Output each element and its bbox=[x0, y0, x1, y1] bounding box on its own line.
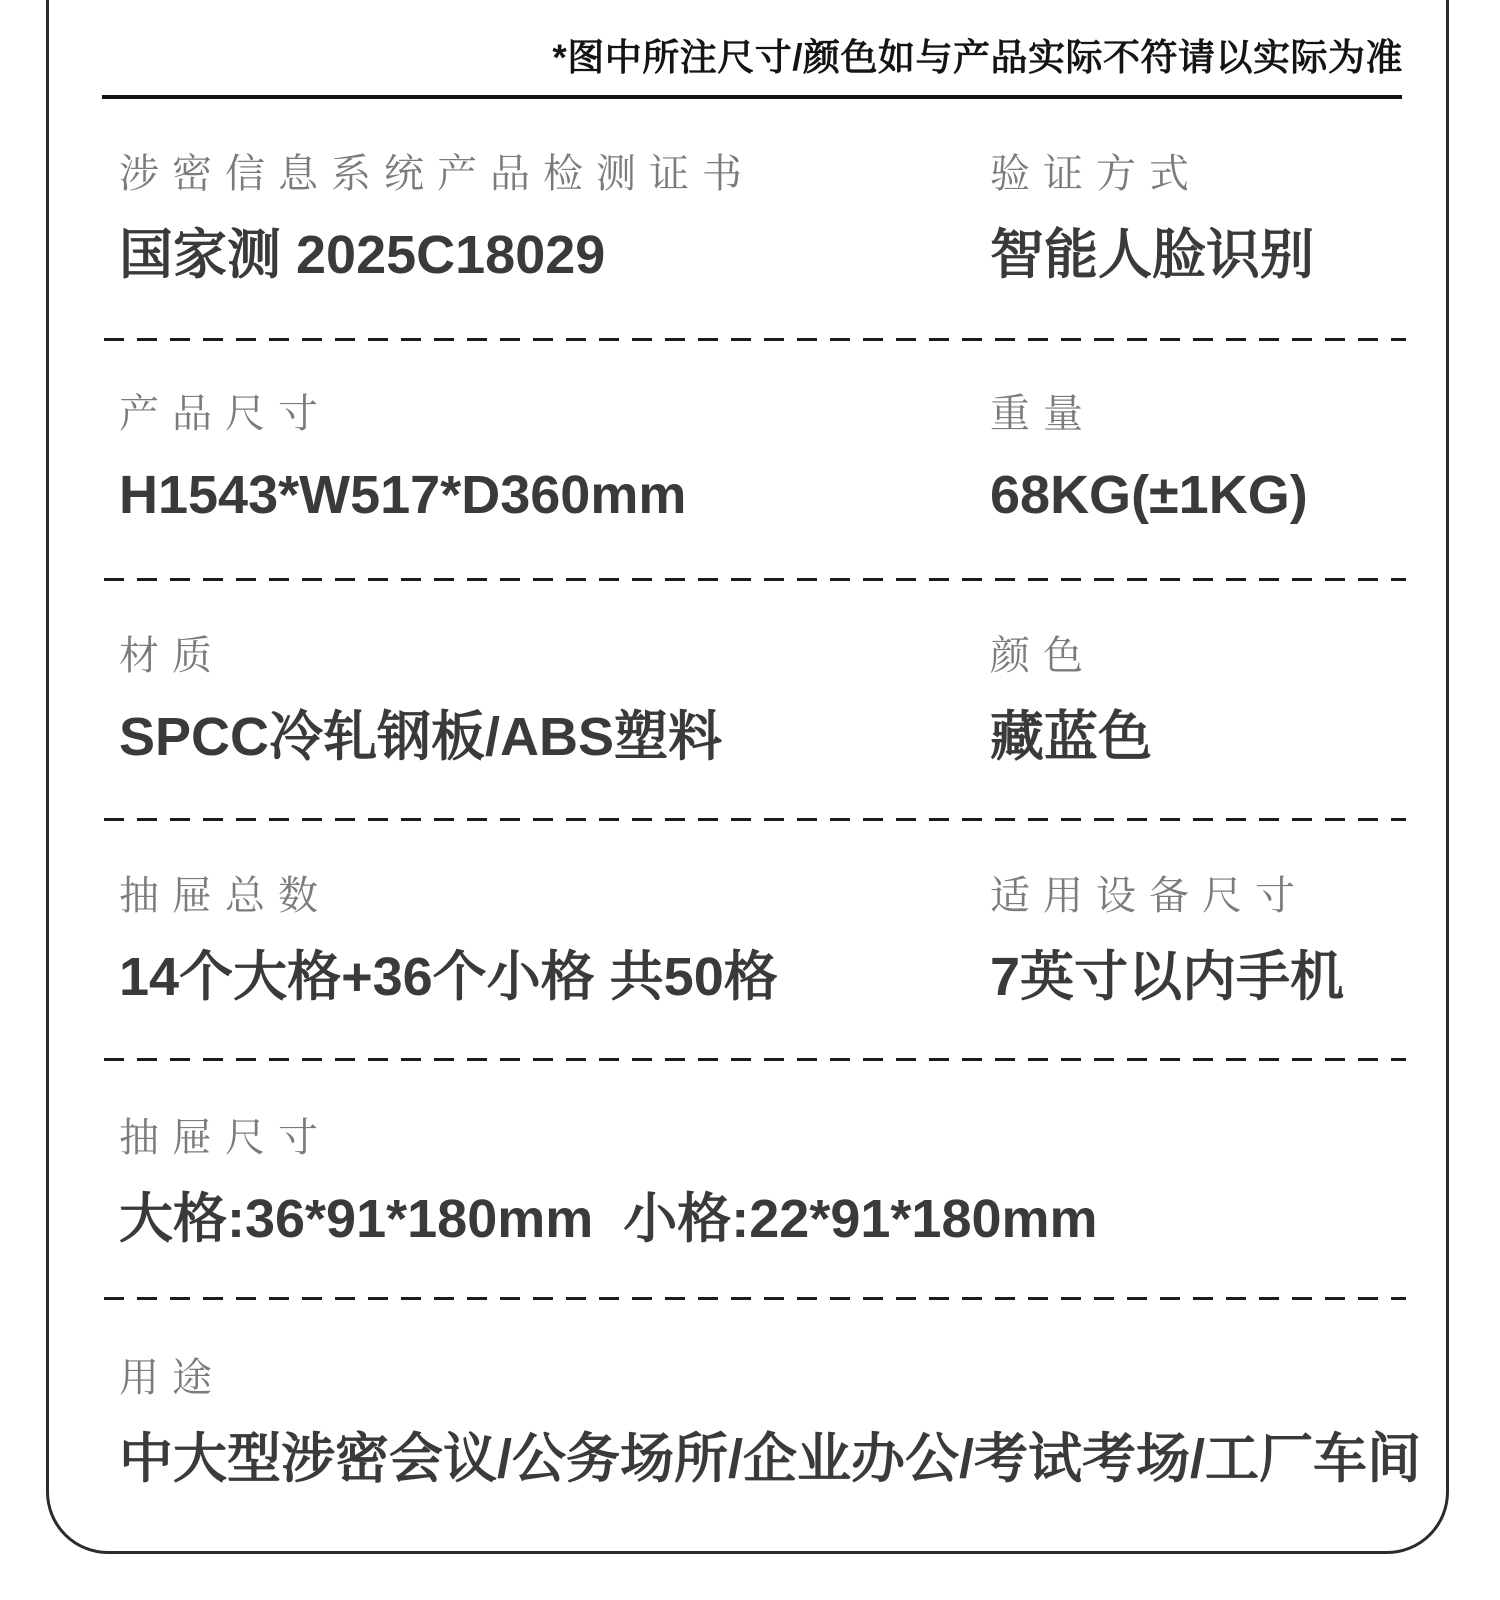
spec-label-verification: 验证方式 bbox=[990, 152, 1202, 196]
spec-label-usage: 用途 bbox=[119, 1356, 225, 1400]
row-divider-dashed bbox=[104, 818, 1406, 821]
row-divider-dashed bbox=[104, 578, 1406, 581]
spec-value-verification: 智能人脸识别 bbox=[990, 225, 1314, 285]
spec-value-drawer-count: 14个大格+36个小格 共50格 bbox=[119, 947, 778, 1007]
spec-label-material: 材质 bbox=[119, 634, 225, 678]
row-divider-dashed bbox=[104, 338, 1406, 341]
spec-label-drawer-size: 抽屉尺寸 bbox=[119, 1116, 331, 1160]
spec-value-color: 藏蓝色 bbox=[990, 707, 1152, 767]
spec-label-product-size: 产品尺寸 bbox=[119, 392, 331, 436]
spec-value-device-size: 7英寸以内手机 bbox=[990, 947, 1345, 1007]
spec-value-usage: 中大型涉密会议/公务场所/企业办公/考试考场/工厂车间 bbox=[119, 1429, 1422, 1489]
spec-value-product-size: H1543*W517*D360mm bbox=[119, 465, 687, 525]
spec-value-material: SPCC冷轧钢板/ABS塑料 bbox=[119, 707, 723, 767]
disclaimer-note: *图中所注尺寸/颜色如与产品实际不符请以实际为准 bbox=[552, 37, 1403, 78]
spec-value-certificate: 国家测 2025C18029 bbox=[119, 225, 606, 285]
spec-label-drawer-count: 抽屉总数 bbox=[119, 874, 331, 918]
row-divider-dashed bbox=[104, 1297, 1406, 1300]
spec-value-weight: 68KG(±1KG) bbox=[990, 465, 1308, 525]
header-divider-line bbox=[102, 95, 1402, 99]
spec-label-color: 颜色 bbox=[990, 634, 1096, 678]
spec-value-drawer-size: 大格:36*91*180mm 小格:22*91*180mm bbox=[119, 1189, 1098, 1249]
spec-label-weight: 重量 bbox=[990, 392, 1096, 436]
row-divider-dashed bbox=[104, 1058, 1406, 1061]
spec-label-device-size: 适用设备尺寸 bbox=[990, 874, 1308, 918]
spec-label-certificate: 涉密信息系统产品检测证书 bbox=[119, 152, 755, 196]
